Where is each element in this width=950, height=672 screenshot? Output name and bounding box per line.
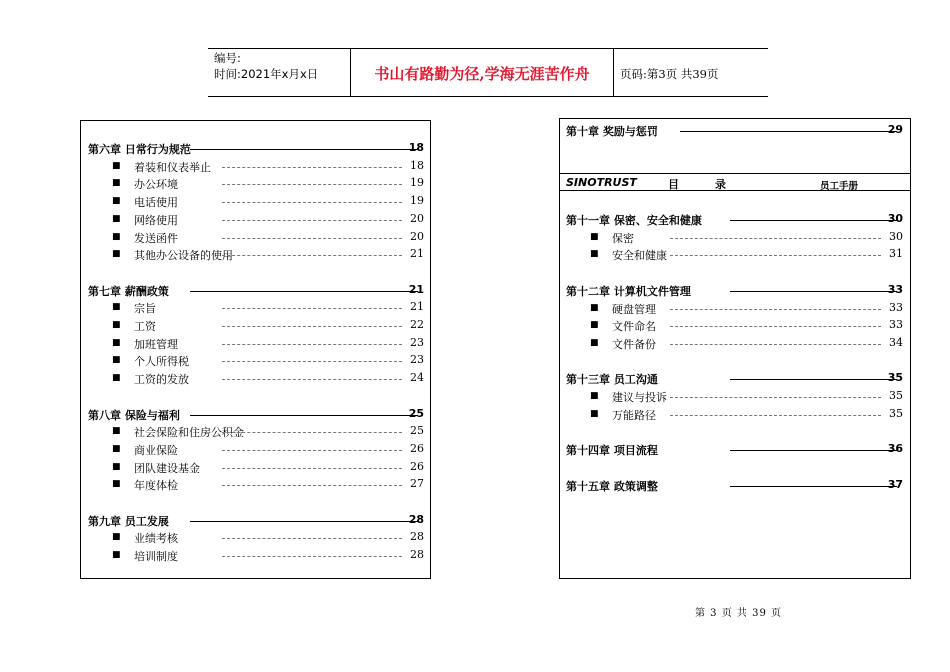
section-title: 加班管理 <box>134 337 178 351</box>
chapter-title: 第十一章 保密、安全和健康 <box>566 214 702 227</box>
header-divider <box>613 48 614 96</box>
chapter-title: 第十章 奖励与惩罚 <box>566 125 658 138</box>
section-title: 培训制度 <box>134 550 178 564</box>
band-top-rule <box>560 173 910 174</box>
bullet-icon: ■ <box>112 302 121 313</box>
bullet-icon: ■ <box>112 461 121 472</box>
bullet-icon: ■ <box>590 302 599 313</box>
section-title: 个人所得税 <box>134 355 189 369</box>
bullet-icon: ■ <box>590 320 599 331</box>
section-leader <box>670 415 881 416</box>
section-leader <box>222 202 402 203</box>
chapter-title: 第七章 薪酬政策 <box>88 284 169 298</box>
section-title: 着装和仪表举止 <box>134 160 211 174</box>
chapter-title: 第十二章 计算机文件管理 <box>566 284 691 298</box>
chapter-leader <box>730 379 897 380</box>
section-page: 30 <box>889 229 903 243</box>
section-leader <box>222 361 402 362</box>
section-leader <box>222 468 402 469</box>
section-page: 28 <box>410 530 424 544</box>
section-page: 26 <box>410 441 424 455</box>
section-leader <box>222 432 402 433</box>
band-manual: 员工手册 <box>820 181 859 192</box>
bullet-icon: ■ <box>112 479 121 490</box>
section-leader <box>222 308 402 309</box>
section-page: 18 <box>410 158 424 172</box>
chapter-leader <box>190 291 418 292</box>
footer-page: 第 3 页 共 39 页 <box>695 608 782 619</box>
section-page: 19 <box>410 176 424 190</box>
bullet-icon: ■ <box>590 231 599 242</box>
section-page: 19 <box>410 194 424 208</box>
bullet-icon: ■ <box>590 408 599 419</box>
section-leader <box>222 379 402 380</box>
section-page: 23 <box>410 353 424 367</box>
section-page: 22 <box>410 318 424 331</box>
section-title: 保密 <box>612 231 634 245</box>
chapter-page: 30 <box>887 212 903 225</box>
section-page: 24 <box>410 371 424 385</box>
section-page: 31 <box>889 247 903 261</box>
section-title: 团队建设基金 <box>134 461 200 475</box>
chapter-page: 33 <box>887 282 903 296</box>
section-leader <box>222 238 402 239</box>
chapter-page: 36 <box>887 442 903 456</box>
section-title: 办公环境 <box>134 178 178 192</box>
bullet-icon: ■ <box>590 337 599 348</box>
section-leader <box>222 485 402 486</box>
section-title: 其他办公设备的使用 <box>134 249 233 263</box>
section-leader <box>222 556 402 557</box>
chapter-title: 第十三章 员工沟通 <box>566 373 658 387</box>
header-page-label: 页码:第3页 共39页 <box>620 67 719 81</box>
bullet-icon: ■ <box>112 213 121 224</box>
section-title: 网络使用 <box>134 213 178 227</box>
section-title: 工资的发放 <box>134 373 189 387</box>
section-title: 宗旨 <box>134 302 156 316</box>
header-bottom-rule <box>208 96 768 97</box>
section-leader <box>670 344 881 345</box>
bullet-icon: ■ <box>112 337 121 348</box>
section-page: 28 <box>410 548 424 562</box>
chapter-page: 18 <box>408 141 424 154</box>
section-title: 年度体检 <box>134 479 178 493</box>
section-title: 文件命名 <box>612 320 656 334</box>
section-title: 商业保险 <box>134 443 178 457</box>
chapter-page: 25 <box>408 406 424 420</box>
section-leader <box>222 184 402 185</box>
section-page: 21 <box>410 300 424 314</box>
time-label: 时间:2021年x月x日 <box>214 67 319 81</box>
chapter-page: 21 <box>408 282 424 296</box>
chapter-leader <box>730 486 897 487</box>
section-leader <box>222 344 402 345</box>
chapter-leader <box>190 149 418 150</box>
section-title: 发送函件 <box>134 231 178 245</box>
section-page: 20 <box>410 229 424 243</box>
bullet-icon: ■ <box>112 355 121 366</box>
header-meta <box>214 50 318 82</box>
bullet-icon: ■ <box>112 196 121 207</box>
section-page: 27 <box>410 477 424 491</box>
bullet-icon: ■ <box>112 178 121 189</box>
section-page: 23 <box>410 335 424 349</box>
header-top-rule <box>208 48 768 49</box>
bullet-icon: ■ <box>112 249 121 260</box>
header-motto: 书山有路勤为径,学海无涯苦作舟 <box>374 65 590 83</box>
section-title: 社会保险和住房公积金 <box>134 426 244 440</box>
chapter-title: 第九章 员工发展 <box>88 514 169 528</box>
chapter-title: 第六章 日常行为规范 <box>88 143 191 156</box>
section-title: 电话使用 <box>134 196 178 210</box>
section-title: 万能路径 <box>612 408 656 422</box>
chapter-leader <box>730 450 897 451</box>
section-leader <box>222 538 402 539</box>
chapter-page: 28 <box>408 512 424 526</box>
toc-left-panel <box>80 120 431 579</box>
bullet-icon: ■ <box>590 391 599 401</box>
section-page: 33 <box>889 318 903 332</box>
bullet-icon: ■ <box>112 160 121 171</box>
bullet-icon: ■ <box>590 249 599 260</box>
section-page: 35 <box>889 389 903 402</box>
section-leader <box>670 309 881 310</box>
chapter-leader <box>190 521 418 522</box>
bullet-icon: ■ <box>112 550 121 561</box>
chapter-leader <box>730 220 897 221</box>
section-title: 工资 <box>134 320 156 333</box>
bullet-icon: ■ <box>112 426 121 437</box>
section-page: 34 <box>889 335 903 349</box>
chapter-page: 35 <box>887 371 903 385</box>
header-divider <box>350 48 351 96</box>
chapter-page: 29 <box>887 123 903 136</box>
bullet-icon: ■ <box>112 532 121 543</box>
chapter-page: 37 <box>887 477 903 491</box>
section-title: 业绩考核 <box>134 532 178 546</box>
section-leader <box>222 450 402 451</box>
section-leader <box>222 220 402 221</box>
bullet-icon: ■ <box>112 231 121 242</box>
section-leader <box>670 397 881 398</box>
section-page: 26 <box>410 459 424 473</box>
band-lu: 录 <box>715 178 726 191</box>
bullet-icon: ■ <box>112 373 121 384</box>
chapter-title: 第八章 保险与福利 <box>88 408 180 422</box>
section-leader <box>222 167 402 168</box>
chapter-leader <box>190 415 418 416</box>
section-leader <box>670 326 881 327</box>
section-title: 文件备份 <box>612 337 656 351</box>
section-title: 硬盘管理 <box>612 302 656 316</box>
section-page: 25 <box>410 424 424 438</box>
section-leader <box>670 255 881 256</box>
section-title: 安全和健康 <box>612 249 667 263</box>
chapter-leader <box>680 131 897 132</box>
section-page: 20 <box>410 211 424 225</box>
section-title: 建议与投诉 <box>612 391 667 404</box>
bullet-icon: ■ <box>112 320 121 330</box>
section-page: 21 <box>410 247 424 261</box>
bullet-icon: ■ <box>112 443 121 454</box>
chapter-leader <box>730 291 897 292</box>
section-page: 35 <box>889 406 903 420</box>
chapter-title: 第十五章 政策调整 <box>566 479 658 493</box>
section-page: 33 <box>889 300 903 314</box>
doc-no-label: 编号: <box>214 51 241 65</box>
band-mu: 目 <box>668 178 679 191</box>
section-leader <box>670 238 881 239</box>
band-brand: SINOTRUST <box>566 176 637 189</box>
section-leader <box>222 326 402 327</box>
section-leader <box>222 255 402 256</box>
chapter-title: 第十四章 项目流程 <box>566 444 658 458</box>
